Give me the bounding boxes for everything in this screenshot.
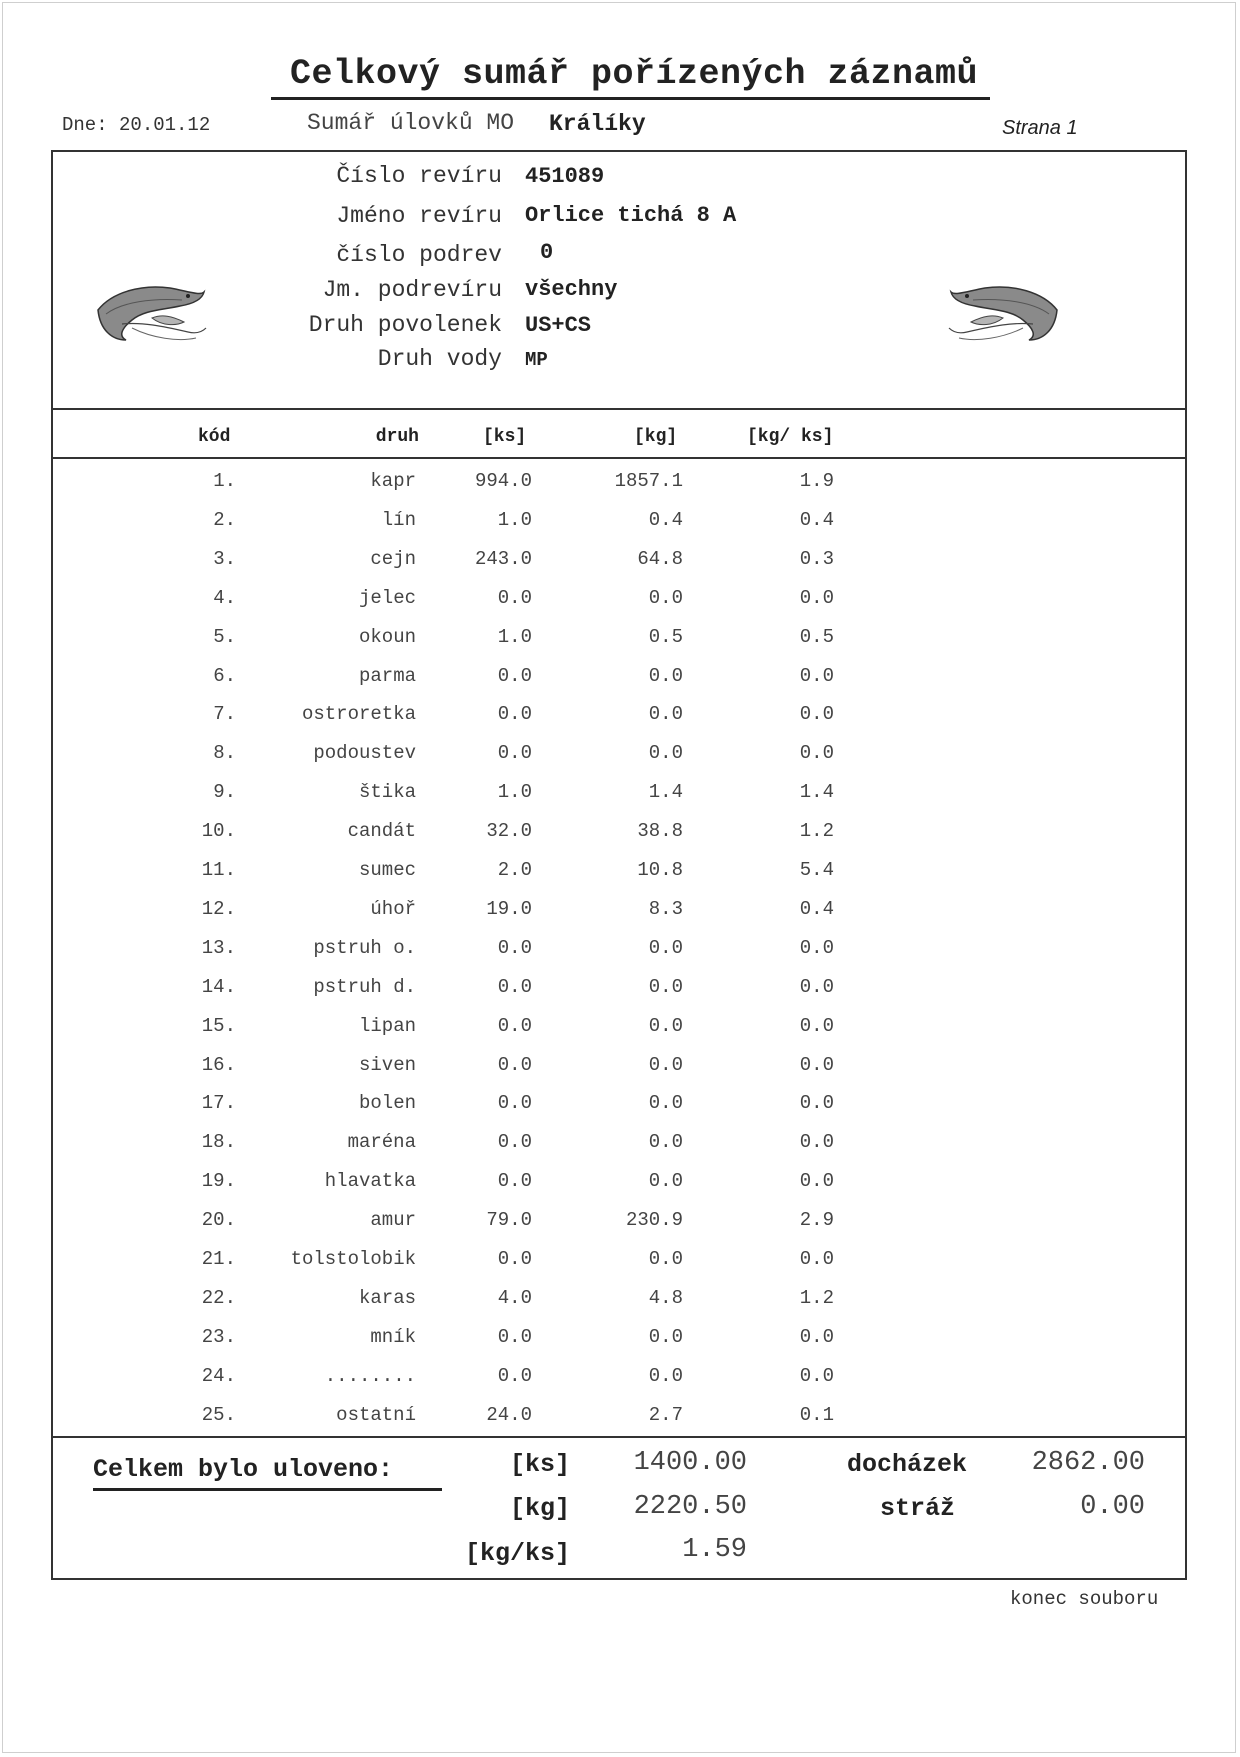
cell-druh: jelec xyxy=(358,586,416,609)
cell-kod: 3. xyxy=(213,547,236,570)
cell-druh: pstruh d. xyxy=(313,975,416,998)
cell-kg-per-ks: 0.0 xyxy=(799,1364,834,1387)
cell-kg-per-ks: 0.3 xyxy=(799,547,834,570)
col-header-kod: kód xyxy=(198,427,231,447)
cell-kg: 38.8 xyxy=(637,820,683,843)
cell-kod: 2. xyxy=(213,508,236,531)
cell-kg: 230.9 xyxy=(625,1209,683,1232)
cell-druh: bolen xyxy=(358,1092,416,1115)
cell-kg: 0.0 xyxy=(648,936,683,959)
cell-kod: 14. xyxy=(201,975,236,998)
cell-kg-per-ks: 0.0 xyxy=(799,1131,834,1154)
cell-kod: 8. xyxy=(213,742,236,765)
cell-kg-per-ks: 0.0 xyxy=(799,975,834,998)
cell-ks: 19.0 xyxy=(486,897,532,920)
cell-druh: sumec xyxy=(358,859,416,881)
cell-kod: 15. xyxy=(201,1014,236,1037)
cell-druh: karas xyxy=(358,1286,416,1309)
cell-ks: 1.0 xyxy=(497,508,532,531)
cell-kod: 25. xyxy=(201,1403,236,1426)
totals-kgks-label: [kg/ks] xyxy=(464,1539,570,1568)
cell-ks: 0.0 xyxy=(497,586,532,609)
cell-kg: 0.4 xyxy=(648,508,683,531)
cell-kod: 5. xyxy=(213,625,236,648)
cell-druh: ostatní xyxy=(336,1403,416,1426)
cell-kg: 0.0 xyxy=(648,1014,683,1037)
cell-kod: 9. xyxy=(213,781,236,804)
cell-kod: 20. xyxy=(201,1209,236,1232)
cell-druh: podoustev xyxy=(313,742,416,765)
cell-ks: 0.0 xyxy=(497,1364,532,1387)
cell-kod: 1. xyxy=(213,470,236,492)
col-header-kg-per-ks: [kg/ ks] xyxy=(747,427,834,447)
cell-kg: 0.0 xyxy=(648,586,683,609)
cell-druh: okoun xyxy=(358,625,416,648)
cell-kg-per-ks: 0.5 xyxy=(799,625,834,648)
cell-kg-per-ks: 0.0 xyxy=(799,586,834,609)
cell-ks: 4.0 xyxy=(497,1286,532,1309)
cell-ks: 0.0 xyxy=(497,1053,532,1076)
col-header-ks: [ks] xyxy=(483,427,527,447)
cell-ks: 32.0 xyxy=(486,820,532,843)
cell-druh: candát xyxy=(347,820,416,843)
cell-ks: 0.0 xyxy=(497,1131,532,1154)
totals-ks-label: [ks] xyxy=(509,1450,570,1479)
info-value-jm-podreviru: všechny xyxy=(525,277,618,302)
cell-kod: 24. xyxy=(201,1364,236,1387)
totals-kgks-value: 1.59 xyxy=(682,1535,747,1565)
cell-druh: mník xyxy=(370,1325,416,1348)
cell-kg-per-ks: 1.2 xyxy=(799,1286,834,1309)
end-of-file-note: konec souboru xyxy=(1010,1588,1159,1610)
info-label-druh-vody: Druh vody xyxy=(377,346,502,372)
mo-name: Králíky xyxy=(549,111,646,137)
cell-kg: 4.8 xyxy=(648,1286,683,1309)
cell-ks: 243.0 xyxy=(474,547,532,570)
cell-kg-per-ks: 0.4 xyxy=(799,897,834,920)
cell-kod: 12. xyxy=(201,897,236,920)
cell-druh: parma xyxy=(358,664,416,687)
cell-kod: 19. xyxy=(201,1170,236,1193)
totals-divider xyxy=(51,1436,1187,1438)
cell-kod: 10. xyxy=(201,820,236,843)
cell-kg-per-ks: 0.0 xyxy=(799,742,834,765)
cell-druh: siven xyxy=(358,1053,416,1076)
cell-kg-per-ks: 0.0 xyxy=(799,936,834,959)
col-header-druh: druh xyxy=(375,427,419,447)
cell-ks: 0.0 xyxy=(497,664,532,687)
cell-kg: 0.5 xyxy=(648,625,683,648)
cell-druh: amur xyxy=(370,1209,416,1232)
totals-dochazek-label: docházek xyxy=(846,1450,967,1479)
cell-ks: 0.0 xyxy=(497,936,532,959)
cell-kg: 1857.1 xyxy=(614,470,683,492)
cell-druh: úhoř xyxy=(370,897,416,920)
cell-kg-per-ks: 0.0 xyxy=(799,1248,834,1270)
cell-kg-per-ks: 0.0 xyxy=(799,1014,834,1037)
totals-straz-value: 0.00 xyxy=(1080,1492,1145,1522)
info-value-jmeno-reviru: Orlice tichá 8 A xyxy=(525,203,737,228)
cell-ks: 0.0 xyxy=(497,742,532,765)
cell-kod: 11. xyxy=(201,859,236,881)
cell-druh: cejn xyxy=(370,547,416,570)
cell-druh: štika xyxy=(358,781,416,804)
cell-druh: hlavatka xyxy=(324,1170,416,1193)
cell-ks: 24.0 xyxy=(486,1403,532,1426)
cell-kod: 21. xyxy=(201,1248,236,1270)
cell-druh: lipan xyxy=(358,1014,416,1037)
info-label-cislo-reviru: Číslo revíru xyxy=(336,163,502,189)
cell-kod: 4. xyxy=(213,586,236,609)
totals-straz-label: stráž xyxy=(879,1494,955,1523)
cell-ks: 0.0 xyxy=(497,1248,532,1270)
cell-kg: 0.0 xyxy=(648,975,683,998)
cell-kg: 0.0 xyxy=(648,1170,683,1193)
cell-kod: 23. xyxy=(201,1325,236,1348)
cell-druh: ........ xyxy=(324,1364,416,1387)
cell-kod: 22. xyxy=(201,1286,236,1309)
cell-druh: ostroretka xyxy=(301,703,416,726)
cell-ks: 0.0 xyxy=(497,703,532,726)
info-value-cislo-podrev: 0 xyxy=(540,240,554,265)
cell-kod: 18. xyxy=(201,1131,236,1154)
cell-kg: 64.8 xyxy=(637,547,683,570)
cell-kg-per-ks: 0.0 xyxy=(799,703,834,726)
cell-kod: 16. xyxy=(201,1053,236,1076)
cell-kod: 17. xyxy=(201,1092,236,1115)
cell-kg: 0.0 xyxy=(648,1053,683,1076)
cell-ks: 1.0 xyxy=(497,781,532,804)
totals-dochazek-value: 2862.00 xyxy=(1031,1448,1145,1478)
cell-kg-per-ks: 1.4 xyxy=(799,781,834,804)
header-divider xyxy=(51,457,1187,459)
cell-kod: 13. xyxy=(201,936,236,959)
cell-druh: pstruh o. xyxy=(313,936,416,959)
info-value-druh-povolenek: US+CS xyxy=(525,313,592,338)
summary-label: Sumář úlovků MO xyxy=(307,110,515,136)
cell-kg-per-ks: 0.0 xyxy=(799,1170,834,1193)
cell-kg-per-ks: 5.4 xyxy=(799,859,834,881)
cell-kg-per-ks: 0.0 xyxy=(799,1092,834,1115)
cell-ks: 0.0 xyxy=(497,1325,532,1348)
cell-kg-per-ks: 1.2 xyxy=(799,820,834,843)
cell-kg-per-ks: 0.0 xyxy=(799,1325,834,1348)
totals-kg-value: 2220.50 xyxy=(633,1492,747,1522)
info-label-jmeno-reviru: Jméno revíru xyxy=(336,203,502,229)
cell-kg: 2.7 xyxy=(648,1403,683,1426)
info-label-cislo-podrev: číslo podrev xyxy=(336,242,502,268)
page-number: Strana 1 xyxy=(1002,117,1078,139)
page-title: Celkový sumář pořízených záznamů xyxy=(289,54,979,94)
cell-ks: 2.0 xyxy=(497,859,532,881)
cell-kg: 0.0 xyxy=(648,1092,683,1115)
cell-kg: 10.8 xyxy=(637,859,683,881)
cell-kg-per-ks: 1.9 xyxy=(799,470,834,492)
info-divider xyxy=(51,408,1187,410)
cell-kg: 0.0 xyxy=(648,1325,683,1348)
cell-kg: 0.0 xyxy=(648,1364,683,1387)
cell-ks: 0.0 xyxy=(497,1014,532,1037)
cell-kg-per-ks: 2.9 xyxy=(799,1209,834,1232)
cell-kg: 0.0 xyxy=(648,703,683,726)
info-label-jm-podreviru: Jm. podrevíru xyxy=(322,277,502,303)
totals-caption: Celkem bylo uloveno: xyxy=(93,1455,394,1484)
cell-ks: 0.0 xyxy=(497,1170,532,1193)
cell-ks: 994.0 xyxy=(474,470,532,492)
cell-kg: 0.0 xyxy=(648,1131,683,1154)
cell-kod: 7. xyxy=(213,703,236,726)
totals-kg-label: [kg] xyxy=(509,1494,570,1523)
col-header-kg: [kg] xyxy=(634,427,678,447)
report-date: Dne: 20.01.12 xyxy=(62,114,211,136)
cell-kg-per-ks: 0.0 xyxy=(799,664,834,687)
cell-kg: 0.0 xyxy=(648,742,683,765)
info-value-cislo-reviru: 451089 xyxy=(525,164,605,189)
cell-druh: tolstolobik xyxy=(290,1248,416,1270)
cell-kg-per-ks: 0.1 xyxy=(799,1403,834,1426)
info-value-druh-vody: MP xyxy=(525,349,548,371)
cell-kg: 0.0 xyxy=(648,664,683,687)
cell-kg: 0.0 xyxy=(648,1248,683,1270)
cell-druh: maréna xyxy=(347,1131,416,1154)
cell-kg: 8.3 xyxy=(648,897,683,920)
catfish-icon xyxy=(945,262,1063,344)
cell-druh: lín xyxy=(381,508,416,531)
cell-ks: 0.0 xyxy=(497,975,532,998)
cell-kg-per-ks: 0.4 xyxy=(799,508,834,531)
cell-ks: 79.0 xyxy=(486,1209,532,1232)
cell-kg-per-ks: 0.0 xyxy=(799,1053,834,1076)
totals-ks-value: 1400.00 xyxy=(633,1448,747,1478)
cell-druh: kapr xyxy=(370,470,416,492)
cell-ks: 0.0 xyxy=(497,1092,532,1115)
cell-kod: 6. xyxy=(213,664,236,687)
title-underline xyxy=(271,97,990,100)
totals-caption-underline xyxy=(93,1488,442,1491)
info-label-druh-povolenek: Druh povolenek xyxy=(308,312,502,338)
cell-kg: 1.4 xyxy=(648,781,683,804)
cell-ks: 1.0 xyxy=(497,625,532,648)
